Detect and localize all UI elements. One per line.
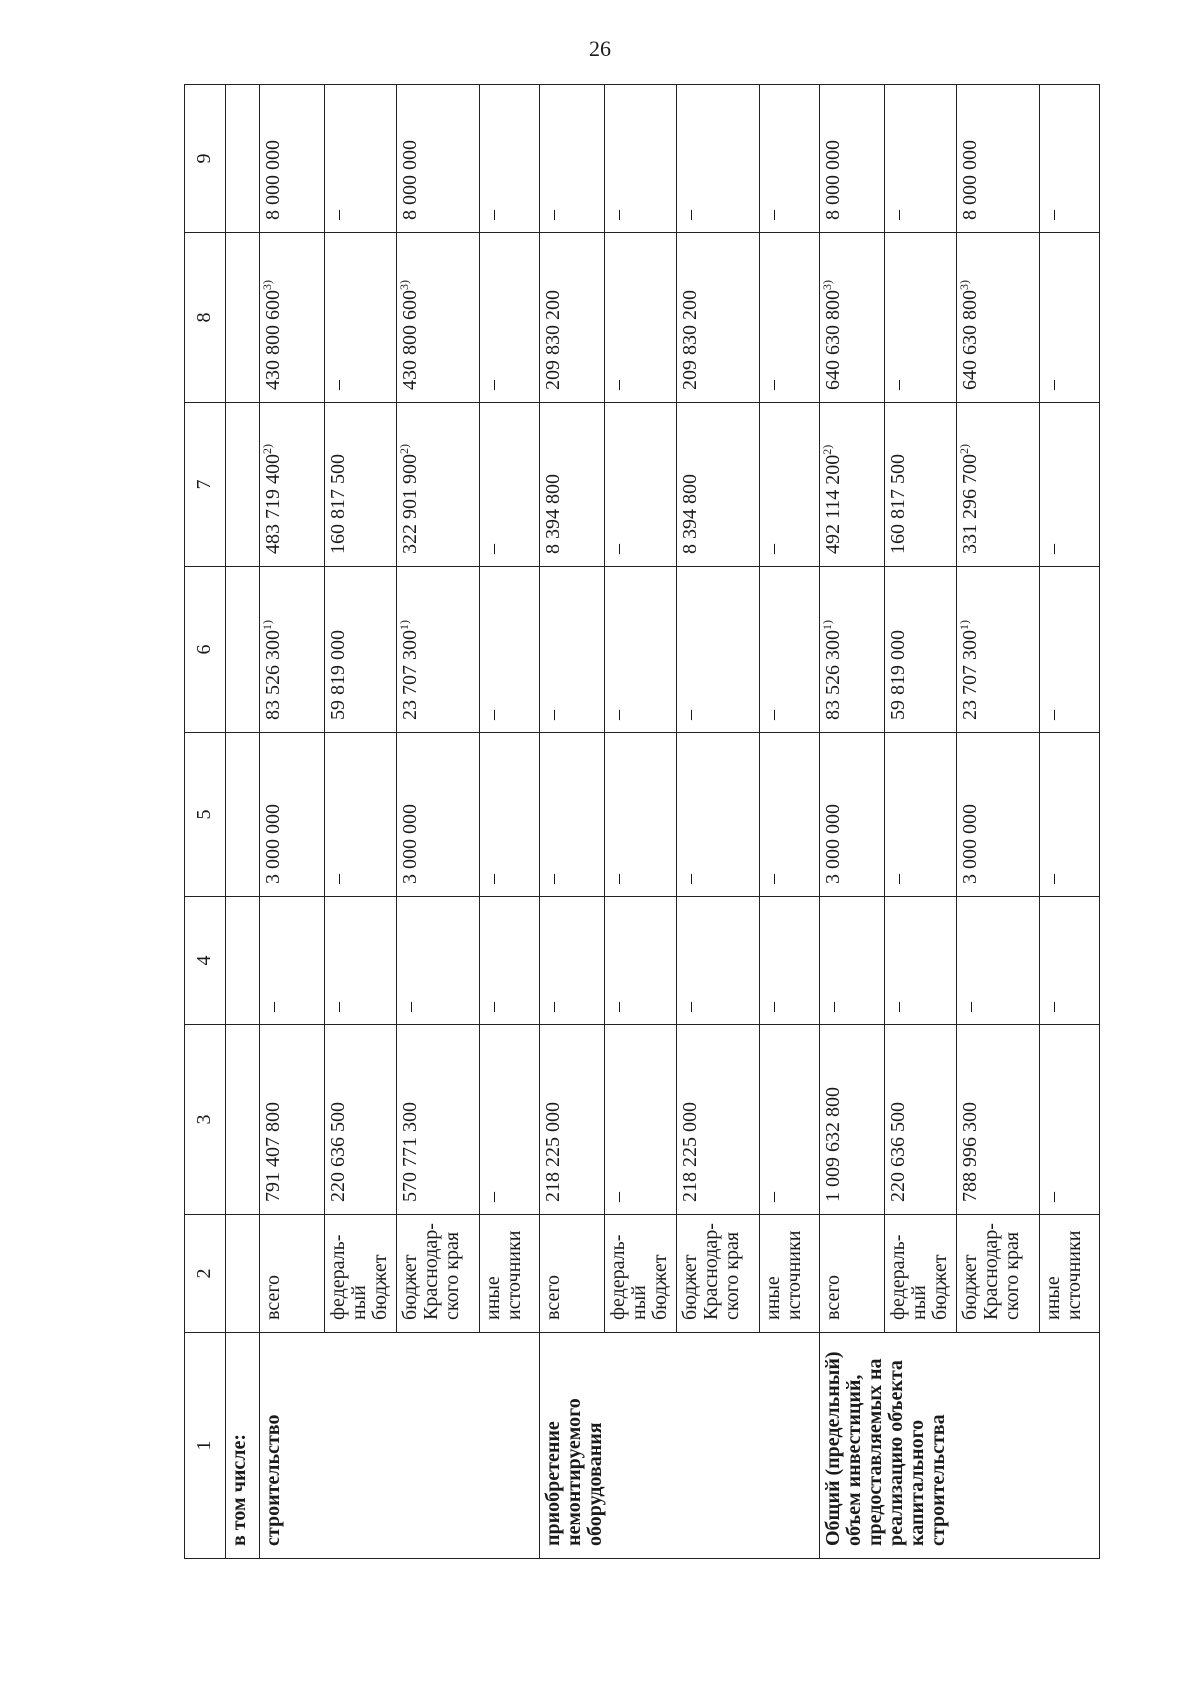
value-cell-c8 (1039, 233, 1099, 403)
value-cell-c6 (957, 567, 1040, 733)
footnote-marker: 3) (260, 280, 275, 290)
column-header: 4 (185, 897, 226, 1025)
value-cell-c5 (260, 733, 325, 897)
column-header: 1 (185, 1333, 226, 1559)
cell-value: – (481, 210, 504, 220)
value-cell-c8 (397, 233, 480, 403)
cell-value: – (542, 710, 564, 720)
value-cell-c8 (819, 233, 884, 403)
cell-value: 160 817 500 (887, 454, 910, 554)
funding-source: бюджет Краснодар-ского края (677, 1215, 760, 1333)
cell-value: – (1041, 710, 1064, 720)
table-row (819, 85, 884, 1559)
value-cell-c3 (540, 1025, 605, 1215)
column-header: 7 (185, 403, 226, 567)
rotated-table-container (184, 85, 1100, 1559)
value-cell-c5 (605, 733, 677, 897)
value-cell-c8 (759, 233, 819, 403)
cell-value: 220 636 500 (887, 1102, 910, 1202)
footnote-marker: 1) (260, 620, 275, 630)
section-label: приобретение немонтируемого оборудования (540, 1333, 820, 1559)
cell-value: – (481, 874, 504, 884)
value-cell-c4 (479, 897, 539, 1025)
value-cell-c4 (605, 897, 677, 1025)
value-cell-c4 (397, 897, 480, 1025)
cell-value: – (1041, 544, 1064, 554)
cell-value: 83 526 300 (262, 630, 285, 720)
cell-value: 483 719 400 (262, 454, 285, 554)
cell-value: 3 000 000 (821, 804, 844, 884)
value-cell-c7 (819, 403, 884, 567)
cell-value: 8 000 000 (399, 140, 422, 220)
cell-value: 220 636 500 (327, 1102, 350, 1202)
value-cell-c4 (885, 897, 957, 1025)
value-cell-c5 (1039, 733, 1099, 897)
empty-cell (225, 233, 259, 403)
section-label: Общий (предельный) объем инвестиций, предоставляемых на реализацию объекта капитального строительства (819, 1333, 1099, 1559)
cell-value: – (761, 874, 784, 884)
cell-value: 430 800 600 (399, 290, 422, 390)
value-cell-c9 (325, 85, 397, 233)
column-header: 5 (185, 733, 226, 897)
footnote-marker: 2) (819, 444, 834, 455)
cell-value: – (607, 210, 630, 220)
value-cell-c7 (479, 403, 539, 567)
in-that-number-label: в том числе: (225, 1333, 259, 1559)
cell-value: – (761, 210, 784, 220)
footnote-marker: 1) (957, 620, 972, 630)
value-cell-c4 (957, 897, 1040, 1025)
value-cell-c5 (759, 733, 819, 897)
empty-cell (225, 403, 259, 567)
cell-value: – (481, 380, 504, 390)
cell-value: – (887, 1002, 910, 1012)
funding-source: бюджет Краснодар-ского края (397, 1215, 480, 1333)
cell-value: 492 114 200 (821, 454, 844, 554)
value-cell-c5 (677, 733, 760, 897)
cell-value: – (481, 1192, 504, 1202)
cell-value: – (761, 710, 784, 720)
cell-value: – (327, 1002, 350, 1012)
funding-source: иные источники (759, 1215, 819, 1333)
empty-cell (225, 897, 259, 1025)
cell-value: – (679, 710, 702, 720)
value-cell-c6 (819, 567, 884, 733)
cell-value: – (327, 380, 350, 390)
cell-value: 8 000 000 (959, 140, 982, 220)
footnote-marker: 2) (957, 444, 972, 454)
cell-value: – (607, 1192, 630, 1202)
value-cell-c4 (1039, 897, 1099, 1025)
value-cell-c9 (819, 85, 884, 233)
cell-value: – (679, 210, 702, 220)
value-cell-c7 (325, 403, 397, 567)
footnote-marker: 2) (260, 444, 275, 454)
cell-value: 8 000 000 (262, 140, 285, 220)
empty-cell (225, 1025, 259, 1215)
value-cell-c6 (397, 567, 480, 733)
cell-value: 218 225 000 (542, 1102, 564, 1202)
value-cell-c6 (325, 567, 397, 733)
value-cell-c7 (260, 403, 325, 567)
cell-value: 1 009 632 800 (821, 1087, 844, 1202)
cell-value: 59 819 000 (327, 630, 350, 720)
value-cell-c3 (479, 1025, 539, 1215)
funding-source: федераль-ный бюджет (885, 1215, 957, 1333)
value-cell-c8 (957, 233, 1040, 403)
value-cell-c4 (677, 897, 760, 1025)
value-cell-c3 (605, 1025, 677, 1215)
funding-source: бюджет Краснодар-ского края (957, 1215, 1040, 1333)
cell-value: – (1041, 1192, 1064, 1202)
funding-source: всего (260, 1215, 325, 1333)
cell-value: 322 901 900 (399, 454, 422, 554)
value-cell-c3 (397, 1025, 480, 1215)
cell-value: 430 800 600 (262, 290, 285, 390)
value-cell-c9 (885, 85, 957, 233)
value-cell-c5 (540, 733, 605, 897)
budget-table (184, 84, 1100, 1559)
value-cell-c9 (540, 85, 605, 233)
value-cell-c7 (540, 403, 605, 567)
funding-source: федераль-ный бюджет (325, 1215, 397, 1333)
value-cell-c8 (605, 233, 677, 403)
value-cell-c8 (479, 233, 539, 403)
value-cell-c3 (677, 1025, 760, 1215)
value-cell-c8 (677, 233, 760, 403)
cell-value: – (761, 544, 784, 554)
cell-value: 570 771 300 (399, 1102, 422, 1202)
value-cell-c6 (540, 567, 605, 733)
cell-value: 331 296 700 (959, 454, 982, 554)
funding-source: всего (819, 1215, 884, 1333)
value-cell-c6 (759, 567, 819, 733)
cell-value: 3 000 000 (399, 804, 422, 884)
funding-source: иные источники (479, 1215, 539, 1333)
value-cell-c4 (260, 897, 325, 1025)
cell-value: 8 394 800 (542, 474, 564, 554)
value-cell-c6 (605, 567, 677, 733)
value-cell-c9 (397, 85, 480, 233)
value-cell-c9 (677, 85, 760, 233)
cell-value: – (607, 380, 630, 390)
empty-cell (225, 85, 259, 233)
footnote-marker: 3) (397, 280, 412, 290)
value-cell-c5 (885, 733, 957, 897)
value-cell-c7 (885, 403, 957, 567)
cell-value: – (761, 1002, 784, 1012)
cell-value: 83 526 300 (821, 630, 844, 720)
value-cell-c9 (759, 85, 819, 233)
cell-value: – (327, 874, 350, 884)
cell-value: 640 630 800 (959, 290, 982, 390)
value-cell-c7 (957, 403, 1040, 567)
cell-value: 8 394 800 (679, 474, 702, 554)
cell-value: 160 817 500 (327, 454, 350, 554)
cell-value: 209 830 200 (542, 290, 564, 390)
empty-cell (225, 567, 259, 733)
value-cell-c5 (957, 733, 1040, 897)
cell-value: – (542, 874, 564, 884)
value-cell-c3 (819, 1025, 884, 1215)
cell-value: 23 707 300 (959, 630, 982, 720)
value-cell-c7 (677, 403, 760, 567)
footnote-marker: 3) (819, 280, 834, 290)
cell-value: – (399, 1002, 422, 1012)
cell-value: 209 830 200 (679, 290, 702, 390)
column-header: 9 (185, 85, 226, 233)
value-cell-c9 (957, 85, 1040, 233)
funding-source: федераль-ный бюджет (605, 1215, 677, 1333)
value-cell-c6 (479, 567, 539, 733)
cell-value: – (481, 1002, 504, 1012)
funding-source: иные источники (1039, 1215, 1099, 1333)
cell-value: – (887, 210, 910, 220)
cell-value: – (1041, 380, 1064, 390)
value-cell-c3 (759, 1025, 819, 1215)
header-row (185, 85, 226, 1559)
footnote-marker: 1) (819, 620, 834, 630)
value-cell-c9 (605, 85, 677, 233)
empty-cell (225, 1215, 259, 1333)
cell-value: – (607, 1002, 630, 1012)
cell-value: – (821, 1002, 844, 1012)
column-header: 2 (185, 1215, 226, 1333)
table-row (540, 85, 605, 1559)
cell-value: 59 819 000 (887, 630, 910, 720)
cell-value: – (1041, 210, 1064, 220)
cell-value: – (887, 874, 910, 884)
cell-value: – (761, 380, 784, 390)
cell-value: – (327, 210, 350, 220)
empty-cell (225, 733, 259, 897)
cell-value: – (607, 710, 630, 720)
cell-value: – (1041, 874, 1064, 884)
value-cell-c8 (540, 233, 605, 403)
cell-value: – (262, 1002, 285, 1012)
value-cell-c3 (1039, 1025, 1099, 1215)
cell-value: – (481, 710, 504, 720)
footnote-marker: 2) (397, 444, 412, 454)
cell-value: 791 407 800 (262, 1102, 285, 1202)
value-cell-c7 (397, 403, 480, 567)
page-number: 26 (589, 36, 611, 61)
table-row (260, 85, 325, 1559)
value-cell-c7 (605, 403, 677, 567)
cell-value: 3 000 000 (959, 804, 982, 884)
cell-value: 23 707 300 (399, 630, 422, 720)
section-label: строительство (260, 1333, 540, 1559)
cell-value: – (761, 1192, 784, 1202)
cell-value: 3 000 000 (262, 804, 285, 884)
cell-value: 788 996 300 (959, 1102, 982, 1202)
cell-value: – (481, 544, 504, 554)
value-cell-c5 (819, 733, 884, 897)
footnote-marker: 3) (957, 280, 972, 290)
value-cell-c7 (1039, 403, 1099, 567)
cell-value: – (542, 210, 564, 220)
cell-value: – (679, 874, 702, 884)
subheader-row (225, 85, 259, 1559)
cell-value: – (542, 1002, 564, 1012)
column-header: 3 (185, 1025, 226, 1215)
cell-value: – (959, 1002, 982, 1012)
funding-source: всего (540, 1215, 605, 1333)
value-cell-c4 (759, 897, 819, 1025)
cell-value: – (1041, 1002, 1064, 1012)
value-cell-c3 (957, 1025, 1040, 1215)
footnote-marker: 1) (397, 620, 412, 630)
value-cell-c8 (885, 233, 957, 403)
cell-value: – (887, 380, 910, 390)
value-cell-c6 (260, 567, 325, 733)
value-cell-c4 (819, 897, 884, 1025)
value-cell-c6 (885, 567, 957, 733)
value-cell-c5 (479, 733, 539, 897)
value-cell-c9 (479, 85, 539, 233)
cell-value: 8 000 000 (821, 140, 844, 220)
cell-value: – (679, 1002, 702, 1012)
column-header: 6 (185, 567, 226, 733)
value-cell-c8 (325, 233, 397, 403)
value-cell-c8 (260, 233, 325, 403)
value-cell-c3 (325, 1025, 397, 1215)
value-cell-c3 (885, 1025, 957, 1215)
value-cell-c9 (260, 85, 325, 233)
cell-value: 640 630 800 (821, 290, 844, 390)
value-cell-c6 (677, 567, 760, 733)
value-cell-c4 (540, 897, 605, 1025)
cell-value: – (607, 544, 630, 554)
cell-value: – (607, 874, 630, 884)
value-cell-c7 (759, 403, 819, 567)
cell-value: 218 225 000 (679, 1102, 702, 1202)
value-cell-c4 (325, 897, 397, 1025)
column-header: 8 (185, 233, 226, 403)
value-cell-c9 (1039, 85, 1099, 233)
value-cell-c3 (260, 1025, 325, 1215)
value-cell-c5 (397, 733, 480, 897)
value-cell-c6 (1039, 567, 1099, 733)
value-cell-c5 (325, 733, 397, 897)
